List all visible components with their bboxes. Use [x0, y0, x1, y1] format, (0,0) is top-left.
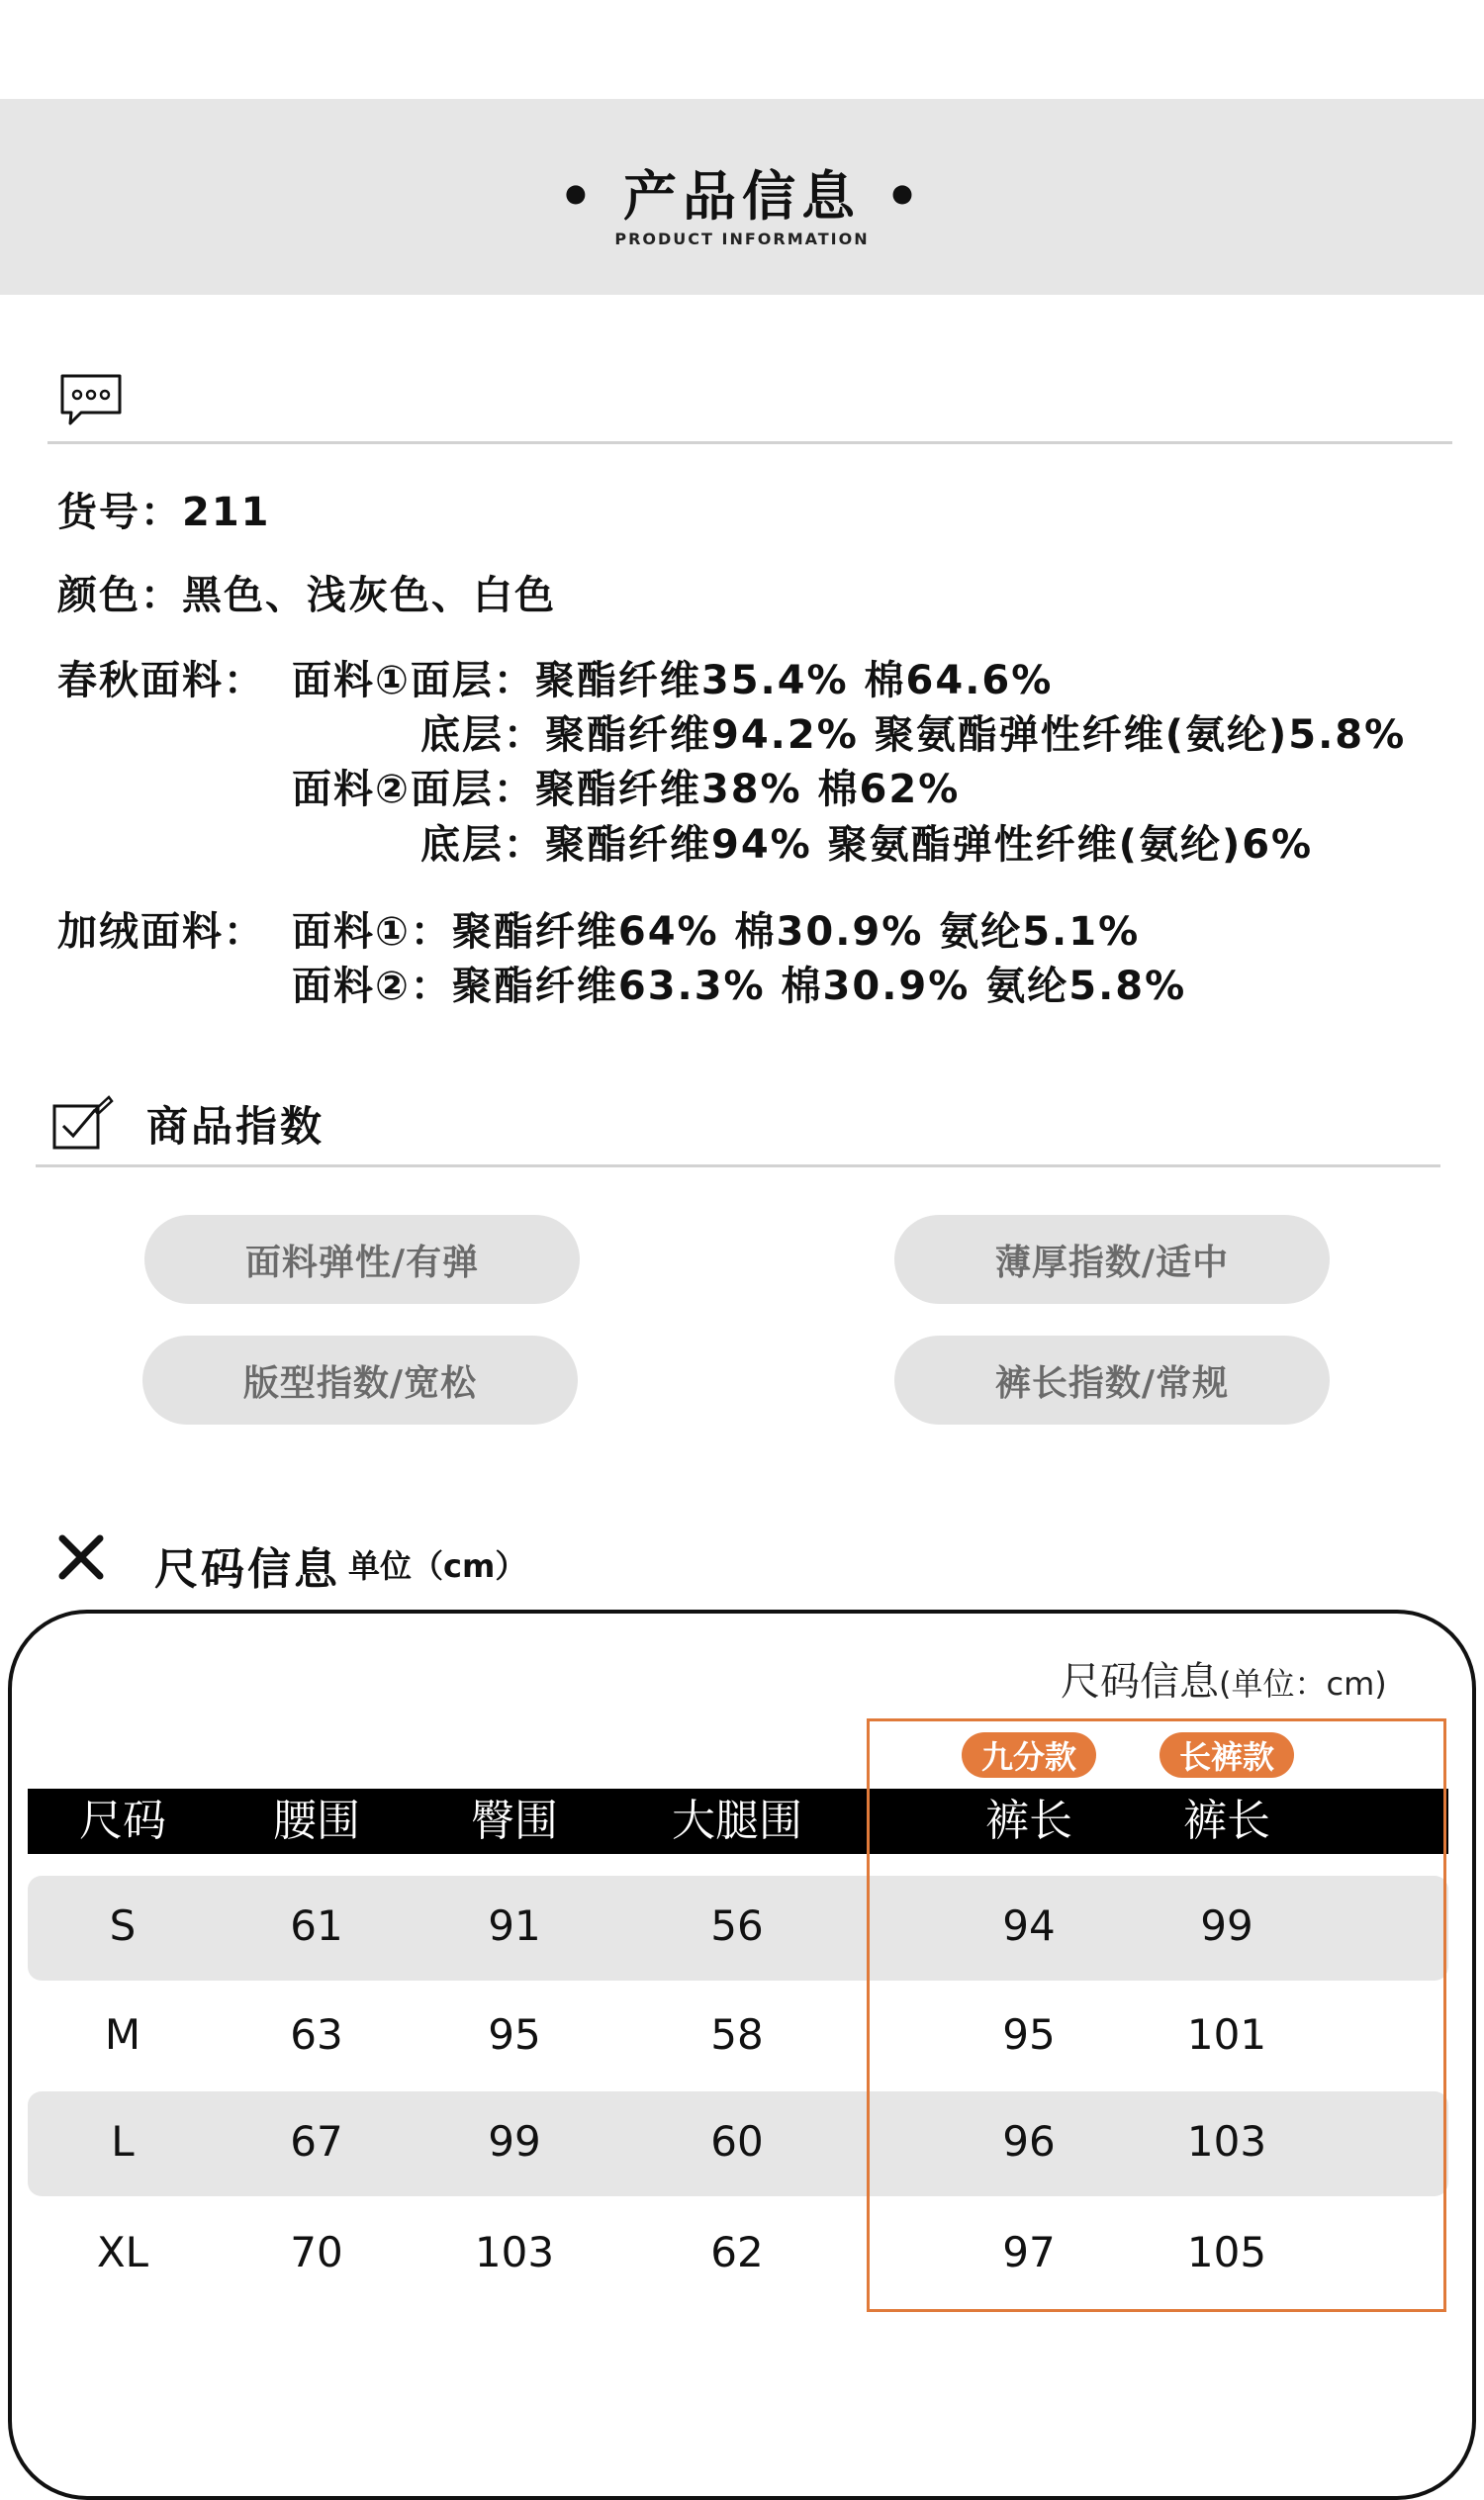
fleece-line-2: 面料②：聚酯纤维63.3% 棉30.9% 氨纶5.8% [292, 964, 1187, 1009]
cell-xl-hip: 103 [474, 2228, 555, 2276]
pill-fabric-elasticity: 面料弹性/有弹 [144, 1215, 580, 1304]
spring-autumn-line-4: 底层：聚酯纤维94% 聚氨酯弹性纤维(氨纶)6% [420, 822, 1314, 868]
cell-xl-size: XL [96, 2228, 149, 2276]
cell-l-thigh: 60 [710, 2117, 764, 2166]
cell-l-size: L [111, 2117, 135, 2166]
cell-s-thigh: 56 [710, 1901, 764, 1950]
card-caption-main: 尺码信息 [1061, 1659, 1219, 1705]
spring-autumn-line-3: 面料②面层：聚酯纤维38% 棉62% [292, 767, 961, 812]
fleece-label: 加绒面料： [57, 909, 265, 955]
index-section-title: 商品指数 [146, 1102, 325, 1151]
divider-top [47, 441, 1452, 444]
cell-m-length-full: 101 [1186, 2010, 1267, 2059]
cell-s-length-full: 99 [1200, 1901, 1253, 1950]
close-x-icon [57, 1533, 105, 1581]
th-size: 尺码 [79, 1796, 166, 1846]
size-unit-label: 单位（cm） [348, 1547, 527, 1585]
cell-m-waist: 63 [290, 2010, 343, 2059]
colors-line: 颜色：黑色、浅灰色、白色 [57, 573, 556, 618]
cell-xl-length-cropped: 97 [1002, 2228, 1056, 2276]
cell-l-hip: 99 [488, 2117, 541, 2166]
cell-s-hip: 91 [488, 1901, 541, 1950]
cell-m-size: M [104, 2010, 141, 2059]
checklist-icon [51, 1094, 115, 1152]
spring-autumn-line-1: 面料①面层：聚酯纤维35.4% 棉64.6% [292, 658, 1054, 703]
spring-autumn-label: 春秋面料： [57, 658, 265, 703]
cell-l-length-full: 103 [1186, 2117, 1267, 2166]
th-length-cropped: 裤长 [985, 1796, 1072, 1846]
cell-m-hip: 95 [488, 2010, 541, 2059]
cell-s-size: S [109, 1901, 137, 1950]
pill-thickness: 薄厚指数/适中 [894, 1215, 1330, 1304]
fleece-line-1: 面料①：聚酯纤维64% 棉30.9% 氨纶5.1% [292, 909, 1141, 955]
tag-cropped: 九分款 [962, 1732, 1096, 1778]
cell-s-length-cropped: 94 [1002, 1901, 1056, 1950]
cell-xl-length-full: 105 [1186, 2228, 1267, 2276]
th-hip: 臀围 [471, 1796, 558, 1846]
banner-title: • 产品信息 • [558, 165, 926, 228]
cell-m-length-cropped: 95 [1002, 2010, 1056, 2059]
th-waist: 腰围 [273, 1796, 360, 1846]
tag-full-length: 长裤款 [1159, 1732, 1294, 1778]
cell-s-waist: 61 [290, 1901, 343, 1950]
pill-fit: 版型指数/宽松 [142, 1336, 578, 1425]
cell-l-waist: 67 [290, 2117, 343, 2166]
card-caption [1061, 1650, 1387, 1707]
cell-m-thigh: 58 [710, 2010, 764, 2059]
cell-l-length-cropped: 96 [1002, 2117, 1056, 2166]
cell-xl-thigh: 62 [710, 2228, 764, 2276]
product-info-banner [0, 99, 1484, 295]
sku-line: 货号：211 [57, 490, 271, 535]
th-length-full: 裤长 [1183, 1796, 1270, 1846]
banner-subtitle: PRODUCT INFORMATION [614, 230, 870, 248]
size-section-title: 尺码信息 [154, 1544, 340, 1595]
divider-index [36, 1164, 1440, 1167]
cell-xl-waist: 70 [290, 2228, 343, 2276]
pill-length: 裤长指数/常规 [894, 1336, 1330, 1425]
th-thigh: 大腿围 [672, 1796, 802, 1846]
spring-autumn-line-2: 底层：聚酯纤维94.2% 聚氨酯弹性纤维(氨纶)5.8% [420, 712, 1407, 758]
chat-bubble-icon [59, 373, 123, 426]
card-caption-unit: (单位：cm) [1219, 1665, 1387, 1703]
